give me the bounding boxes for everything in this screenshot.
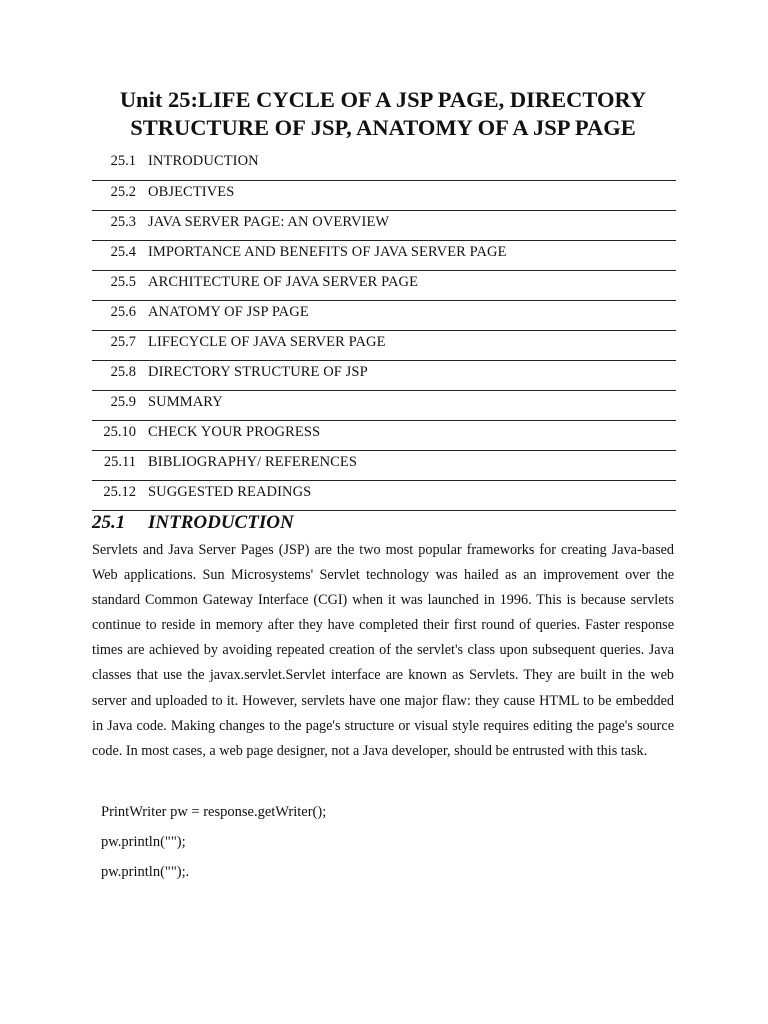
toc-number: 25.8 bbox=[110, 364, 136, 380]
toc-entry: SUMMARY bbox=[148, 394, 223, 410]
toc-row bbox=[92, 150, 676, 181]
code-line: PrintWriter pw = response.getWriter(); bbox=[101, 804, 327, 820]
introduction-paragraph: Servlets and Java Server Pages (JSP) are the two most popular frameworks for creating Java-based Web applications. Sun Microsystems' Servlet technology was hailed as an improvement over the standard Common Gateway Interface (CGI) when it was launched in 1996. This is because servlets continue to reside in memory after they have completed their first round of queries. Faster response times are achieved by avoiding repeated creation of the servlet's class upon subsequent queries. Java classes that use the javax.servlet.Servlet interface are known as Servlets. They are built in the web server and uploaded to it. However, servlets have one major flaw: they cause HTML to be embedded in Java code. Making changes to the page's structure or visual style requires editing the page's source code. In most cases, a web page designer, not a Java developer, should be entrusted with this task. bbox=[92, 542, 674, 759]
toc-entry: ANATOMY OF JSP PAGE bbox=[148, 304, 309, 320]
section-number: 25.1 bbox=[92, 512, 126, 533]
toc-number: 25.4 bbox=[110, 244, 136, 260]
code-line: pw.println(""); bbox=[101, 834, 186, 850]
toc-entry: ARCHITECTURE OF JAVA SERVER PAGE bbox=[148, 274, 419, 290]
toc-row bbox=[92, 421, 676, 451]
toc-number: 25.1 bbox=[110, 153, 136, 169]
toc-number: 25.6 bbox=[110, 304, 136, 320]
toc-row bbox=[92, 301, 676, 331]
toc-row bbox=[92, 181, 676, 211]
toc-entry: JAVA SERVER PAGE: AN OVERVIEW bbox=[148, 214, 390, 230]
code-sample bbox=[101, 800, 326, 890]
toc-number: 25.3 bbox=[110, 214, 136, 230]
toc-number: 25.2 bbox=[110, 184, 136, 200]
toc-number: 25.10 bbox=[103, 424, 136, 440]
toc-row bbox=[92, 211, 676, 241]
code-line: pw.println("");. bbox=[101, 864, 190, 880]
toc-row bbox=[92, 271, 676, 301]
toc-row bbox=[92, 361, 676, 391]
toc-entry: DIRECTORY STRUCTURE OF JSP bbox=[148, 364, 368, 380]
unit-title-line-1: Unit 25:LIFE CYCLE OF A JSP PAGE, DIRECTORY bbox=[119, 87, 647, 112]
unit-title-line-2: STRUCTURE OF JSP, ANATOMY OF A JSP PAGE bbox=[130, 115, 636, 140]
toc-entry: LIFECYCLE OF JAVA SERVER PAGE bbox=[148, 334, 386, 350]
toc-number: 25.9 bbox=[110, 394, 136, 410]
toc-row bbox=[92, 391, 676, 421]
section-title: INTRODUCTION bbox=[148, 512, 294, 533]
toc-row bbox=[92, 451, 676, 481]
toc-entry: IMPORTANCE AND BENEFITS OF JAVA SERVER PAGE bbox=[148, 244, 507, 260]
toc-entry: SUGGESTED READINGS bbox=[148, 484, 312, 500]
toc-number: 25.11 bbox=[103, 454, 136, 470]
table-of-contents bbox=[92, 150, 676, 511]
toc-entry: BIBLIOGRAPHY/ REFERENCES bbox=[148, 454, 358, 470]
toc-entry: INTRODUCTION bbox=[148, 153, 259, 169]
toc-entry: CHECK YOUR PROGRESS bbox=[148, 424, 321, 440]
unit-title bbox=[92, 86, 674, 142]
toc-row bbox=[92, 331, 676, 361]
toc-number: 25.7 bbox=[110, 334, 136, 350]
toc-number: 25.5 bbox=[110, 274, 136, 290]
section-heading bbox=[92, 511, 294, 535]
toc-row bbox=[92, 481, 676, 511]
toc-row bbox=[92, 241, 676, 271]
toc-entry: OBJECTIVES bbox=[148, 184, 235, 200]
toc-number: 25.12 bbox=[103, 484, 136, 500]
